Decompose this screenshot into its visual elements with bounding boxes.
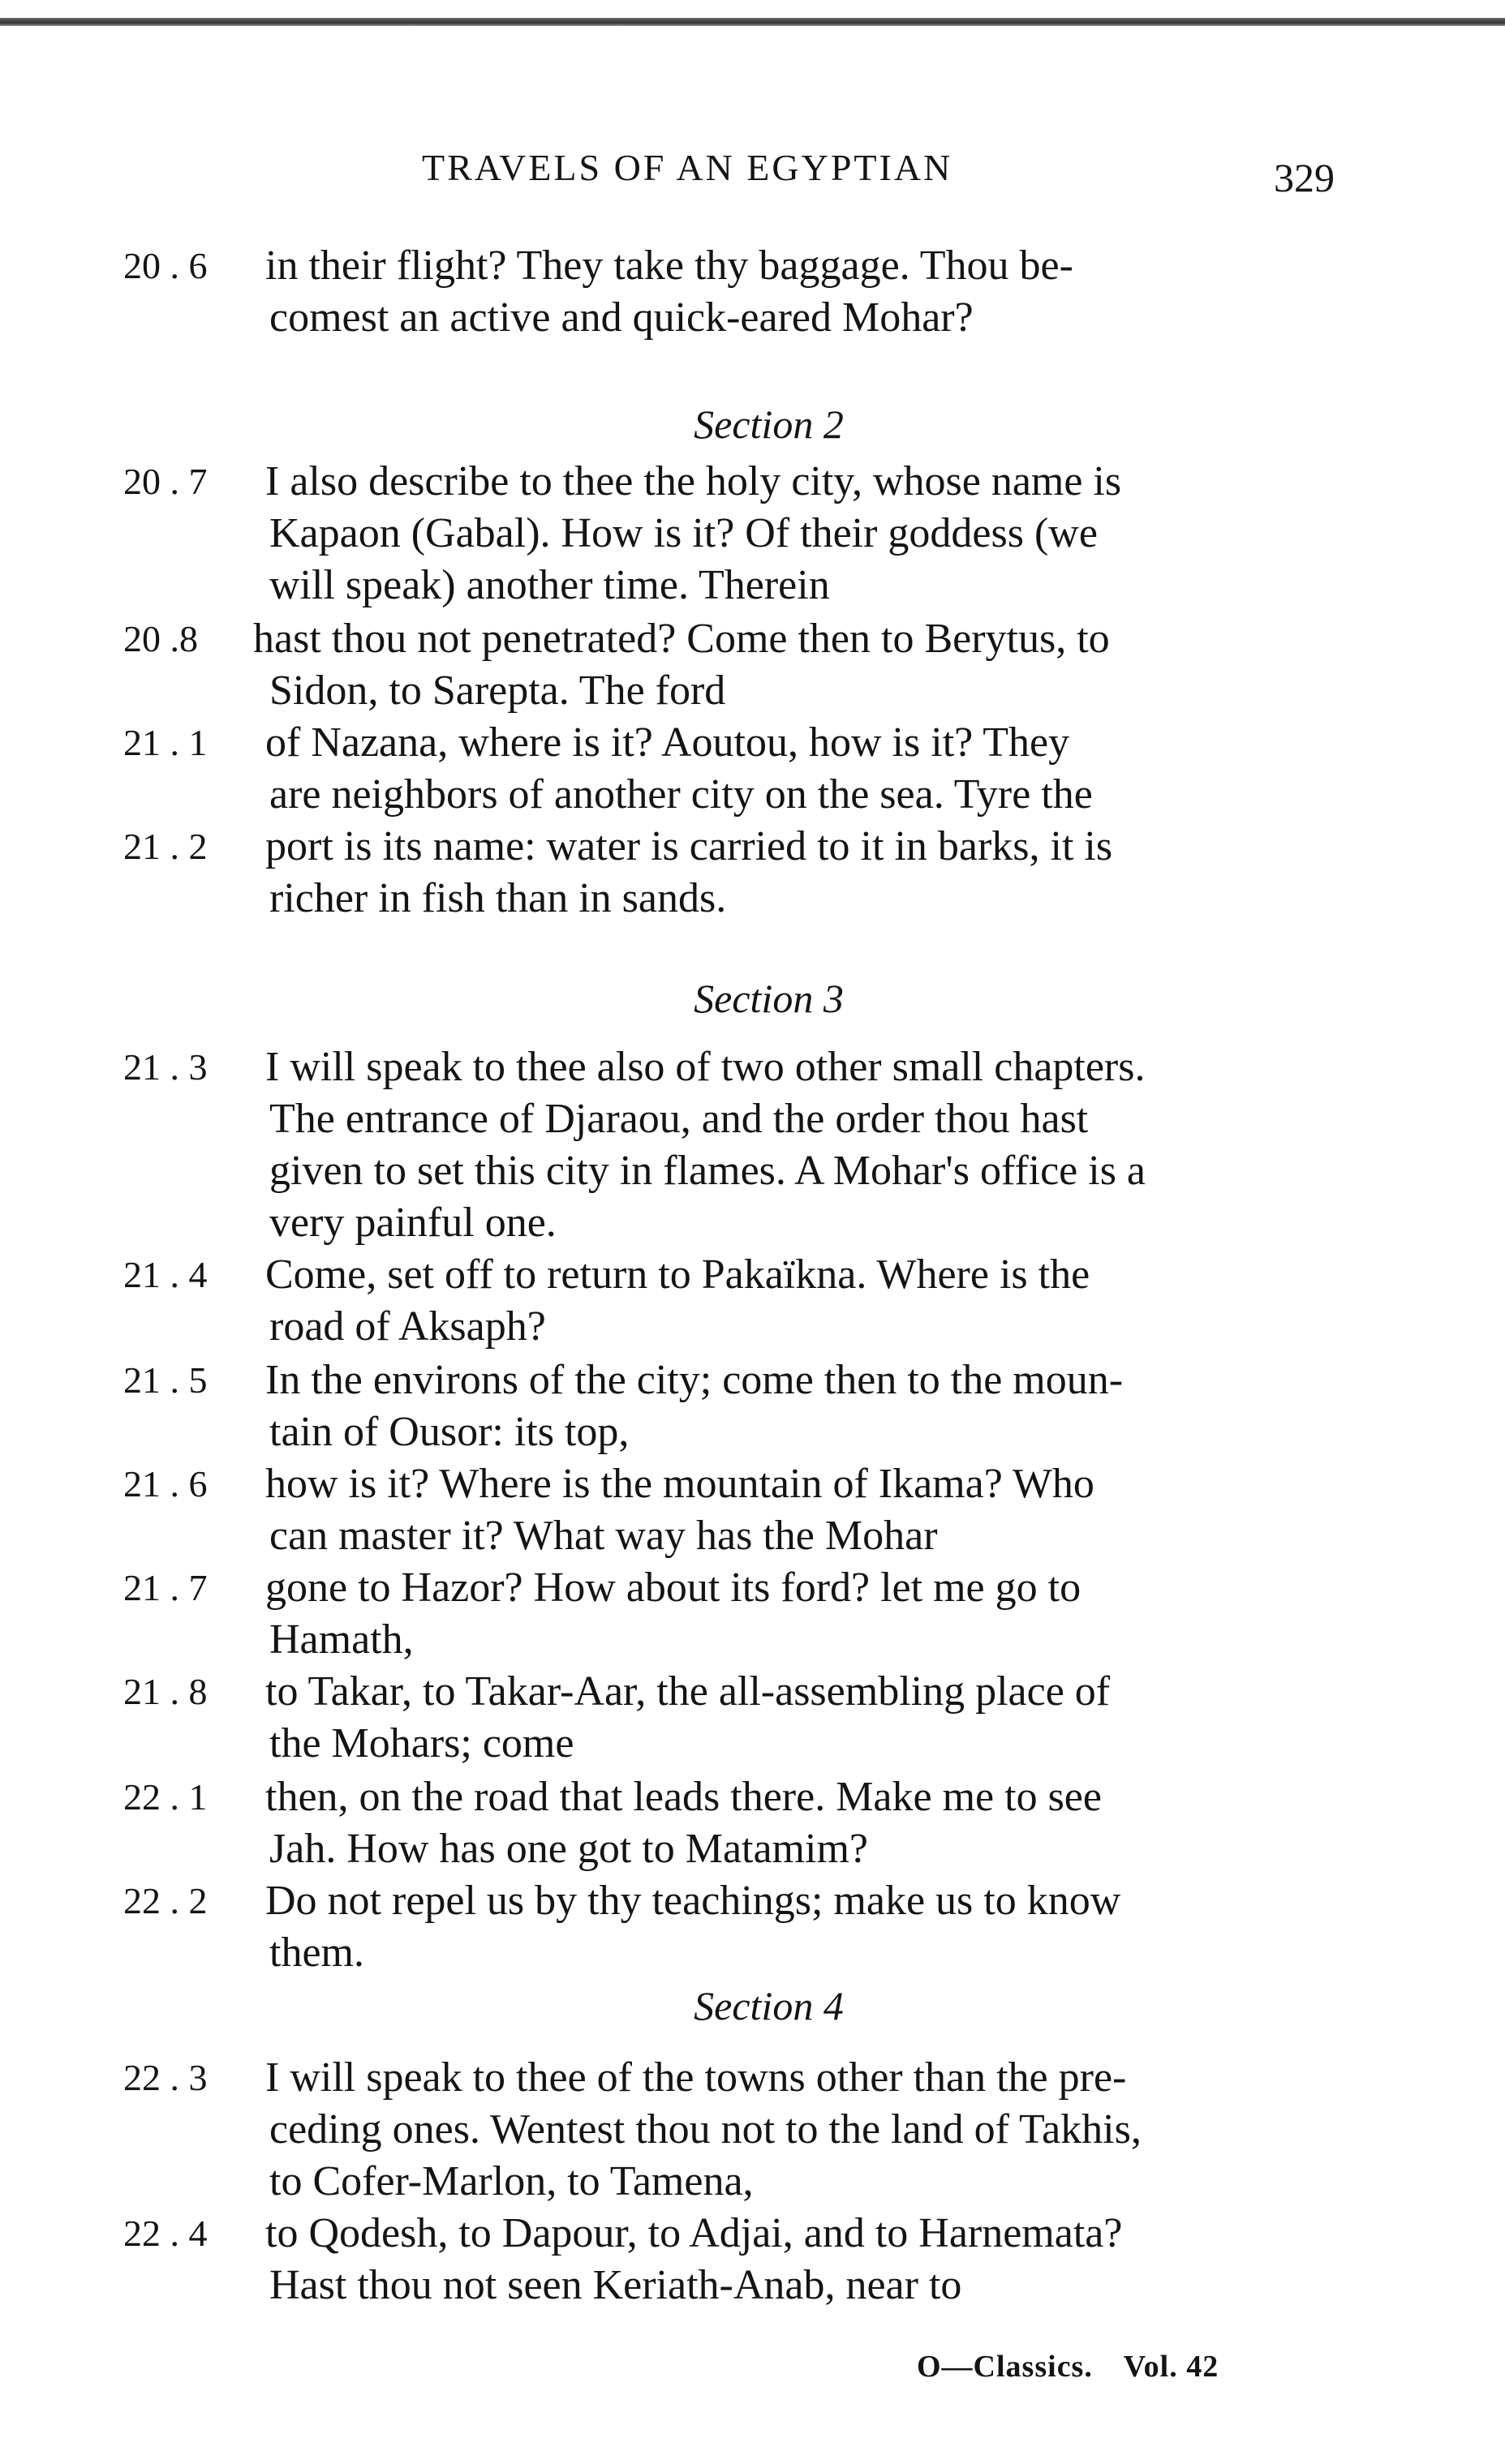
section-heading-3: Section 3 <box>694 976 844 1021</box>
verse-ref: 20 . 7 <box>123 461 208 502</box>
verse-line: Do not repel us by thy teachings; make us to know <box>265 1878 1121 1924</box>
section-heading-2: Section 2 <box>694 401 844 447</box>
verse-line: in their flight? They take thy baggage. Thou be- <box>265 243 1073 289</box>
verse-line: ceding ones. Wentest thou not to the land of Takhis, <box>269 2106 1142 2153</box>
verse-line: Jah. How has one got to Matamim? <box>269 1826 868 1872</box>
verse-line: given to set this city in flames. A Mohar's office is a <box>269 1148 1146 1194</box>
verse-line: I will speak to thee also of two other small chapters. <box>265 1044 1146 1090</box>
page-header <box>0 143 1505 200</box>
verse-line: Sidon, to Sarepta. The ford <box>269 668 726 714</box>
top-rule <box>0 18 1505 26</box>
verse-ref: 20 . 6 <box>123 245 208 286</box>
verse-line: to Cofer-Marlon, to Tamena, <box>269 2158 754 2204</box>
section-heading-4: Section 4 <box>694 1983 844 2028</box>
verse-line: very painful one. <box>269 1200 557 1246</box>
verse-ref: 20 .8 <box>123 618 198 659</box>
running-title: TRAVELS OF AN EGYPTIAN <box>422 147 953 188</box>
verse-line: richer in fish than in sands. <box>269 875 727 921</box>
verse-ref: 22 . 3 <box>123 2057 208 2098</box>
verse-line: gone to Hazor? How about its ford? let me go to <box>265 1565 1081 1611</box>
verse-line: to Qodesh, to Dapour, to Adjai, and to Harnemata? <box>265 2210 1123 2256</box>
verse-line: Hast thou not seen Keriath-Anab, near to <box>269 2262 962 2308</box>
verse-line: Come, set off to return to Pakaïkna. Where is the <box>265 1251 1090 1298</box>
verse-ref: 21 . 6 <box>123 1463 208 1505</box>
verse-line: are neighbors of another city on the sea. Tyre the <box>269 771 1093 818</box>
verse-line: comest an active and quick-eared Mohar? <box>269 294 974 341</box>
page-number: 329 <box>1274 155 1335 200</box>
verse-line: will speak) another time. Therein <box>269 562 830 608</box>
verse-ref: 21 . 2 <box>123 826 208 867</box>
verse-line: then, on the road that leads there. Make me to see <box>265 1774 1102 1820</box>
verse-line: how is it? Where is the mountain of Ikama? Who <box>265 1461 1094 1507</box>
verse-line: port is its name: water is carried to it in barks, it is <box>265 823 1113 869</box>
verse-ref: 21 . 5 <box>123 1359 208 1401</box>
footer-volume: Vol. 42 <box>1123 2350 1219 2384</box>
page-footer <box>917 2349 1241 2385</box>
verse-line: the Mohars; come <box>269 1720 574 1766</box>
verse-ref: 21 . 4 <box>123 1254 208 1295</box>
verse-line: can master it? What way has the Mohar <box>269 1513 938 1559</box>
verse-ref: 21 . 8 <box>123 1671 208 1712</box>
verse-line: to Takar, to Takar-Aar, the all-assembling place of <box>265 1668 1111 1715</box>
verse-line: them. <box>269 1930 364 1976</box>
verse-line: tain of Ousor: its top, <box>269 1409 630 1455</box>
verse-ref: 21 . 3 <box>123 1046 208 1088</box>
footer-signature: O—Classics. <box>917 2350 1093 2384</box>
verse-line: In the environs of the city; come then to the moun- <box>265 1357 1124 1403</box>
verse-line: The entrance of Djaraou, and the order thou hast <box>269 1096 1089 1142</box>
verse-line: hast thou not penetrated? Come then to Berytus, to <box>253 616 1110 662</box>
verse-line: Hamath, <box>269 1616 414 1663</box>
verse-line: I will speak to thee of the towns other than the pre- <box>265 2054 1127 2101</box>
verse-line: of Nazana, where is it? Aoutou, how is it? They <box>265 719 1070 766</box>
verse-ref: 22 . 1 <box>123 1776 208 1818</box>
verse-line: I also describe to thee the holy city, whose name is <box>265 458 1122 504</box>
verse-ref: 21 . 1 <box>123 722 208 763</box>
verse-ref: 22 . 4 <box>123 2213 208 2254</box>
verse-ref: 22 . 2 <box>123 1880 208 1921</box>
verse-line: road of Aksaph? <box>269 1303 546 1350</box>
verse-ref: 21 . 7 <box>123 1567 208 1608</box>
verse-line: Kapaon (Gabal). How is it? Of their goddess (we <box>269 510 1098 556</box>
